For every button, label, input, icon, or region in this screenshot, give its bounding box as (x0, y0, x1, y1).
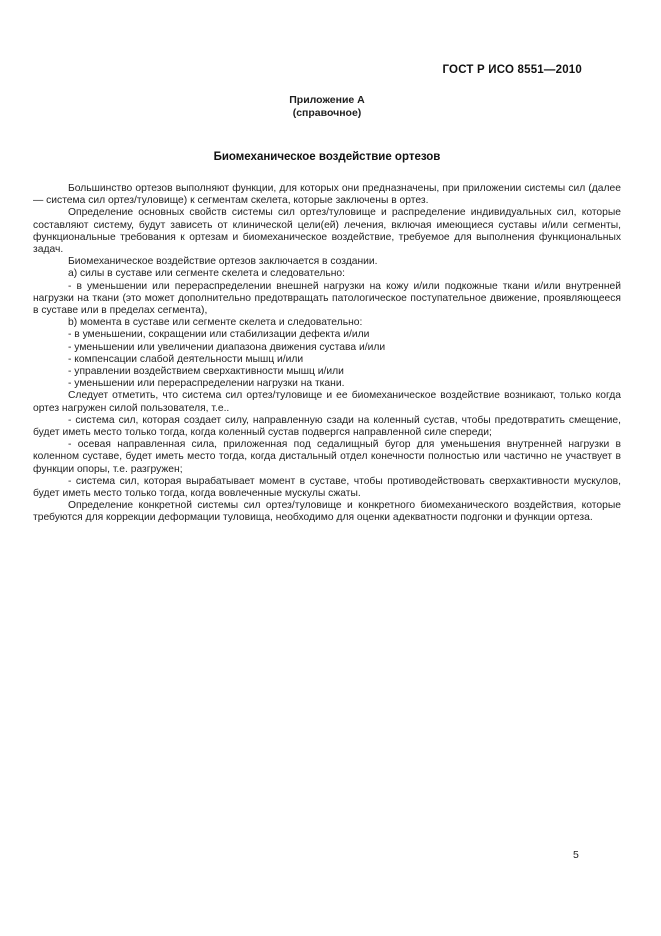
list-item-a: a) силы в суставе или сегменте скелета и следовательно: (68, 268, 346, 280)
annex-subtitle: (справочное) (292, 107, 362, 119)
paragraph: Биомеханическое воздействие ортезов заключается в создании. (68, 256, 378, 268)
paragraph: Следует отметить, что система сил ортез/туловище и ее биомеханическое воздействие возникают, только когда ортез нагружен силой пользователя, т.е.. (33, 390, 621, 414)
section-title: Биомеханическое воздействие ортезов (213, 151, 441, 163)
list-item-dash: - в уменьшении или перераспределении внешней нагрузки на кожу и/или подкожные ткани и/или внутренней нагрузки на ткани (это может дополнительно предотвращать патологическое поступательное движение, проявляющееся в суставе или в пределах сегмента), (33, 280, 621, 317)
list-item-dash: - осевая направленная сила, приложенная под седалищный бугор для уменьшения внутренней нагрузки в коленном суставе, будет иметь место тогда, когда дистальный отдел конечности полностью или частично не участвует в функции опоры, т.е. разгружен; (33, 439, 621, 475)
annex-title: Приложение А (289, 94, 365, 106)
list-item-dash: - уменьшении или увеличении диапазона движения сустава и/или (68, 341, 386, 353)
list-item-dash: - система сил, которая создает силу, направленную сзади на коленный сустав, чтобы предотвратить смещение, будет иметь место только тогда, когда коленный сустав подвергся направленной силе спереди; (33, 414, 621, 439)
page-number: 5 (573, 849, 579, 861)
list-item-dash: - уменьшении или перераспределении нагрузки на ткани. (68, 378, 345, 390)
paragraph: Большинство ортезов выполняют функции, для которых они предназначены, при приложении системы сил (далее — система сил ортез/туловище) к сегментам скелета, которые заключены в ортез. (33, 183, 621, 207)
paragraph: Определение основных свойств системы сил ортез/туловище и распределение индивидуальных сил, которые составляют систему, будут зависеть от клинической цели(ей) лечения, включая имеющиеся суставы и/или сегменты, функциональные требования к ортезам и биомеханическое воздействие, требуемое для выполнения функциональных задач. (33, 207, 621, 256)
annex-block (33, 94, 621, 120)
document-code: ГОСТ Р ИСО 8551—2010 (442, 64, 582, 76)
list-item-dash: - компенсации слабой деятельности мышц и/или (68, 353, 304, 365)
list-item-dash: - система сил, которая вырабатывает момент в суставе, чтобы противодействовать сверхактивности мускулов, будет иметь место только тогда, когда вовлеченные мускулы сжаты. (33, 475, 621, 500)
document-body (33, 183, 621, 525)
list-item-dash: - в уменьшении, сокращении или стабилизации дефекта и/или (68, 329, 370, 341)
list-item-b: b) момента в суставе или сегменте скелета и следовательно: (68, 317, 363, 329)
paragraph: Определение конкретной системы сил ортез/туловище и конкретного биомеханического воздействия, которые требуются для коррекции деформации туловища, необходимо для оценки адекватности подгонки и функции ортеза. (33, 500, 621, 524)
list-item-dash: - управлении воздействием сверхактивности мышц и/или (68, 366, 344, 378)
